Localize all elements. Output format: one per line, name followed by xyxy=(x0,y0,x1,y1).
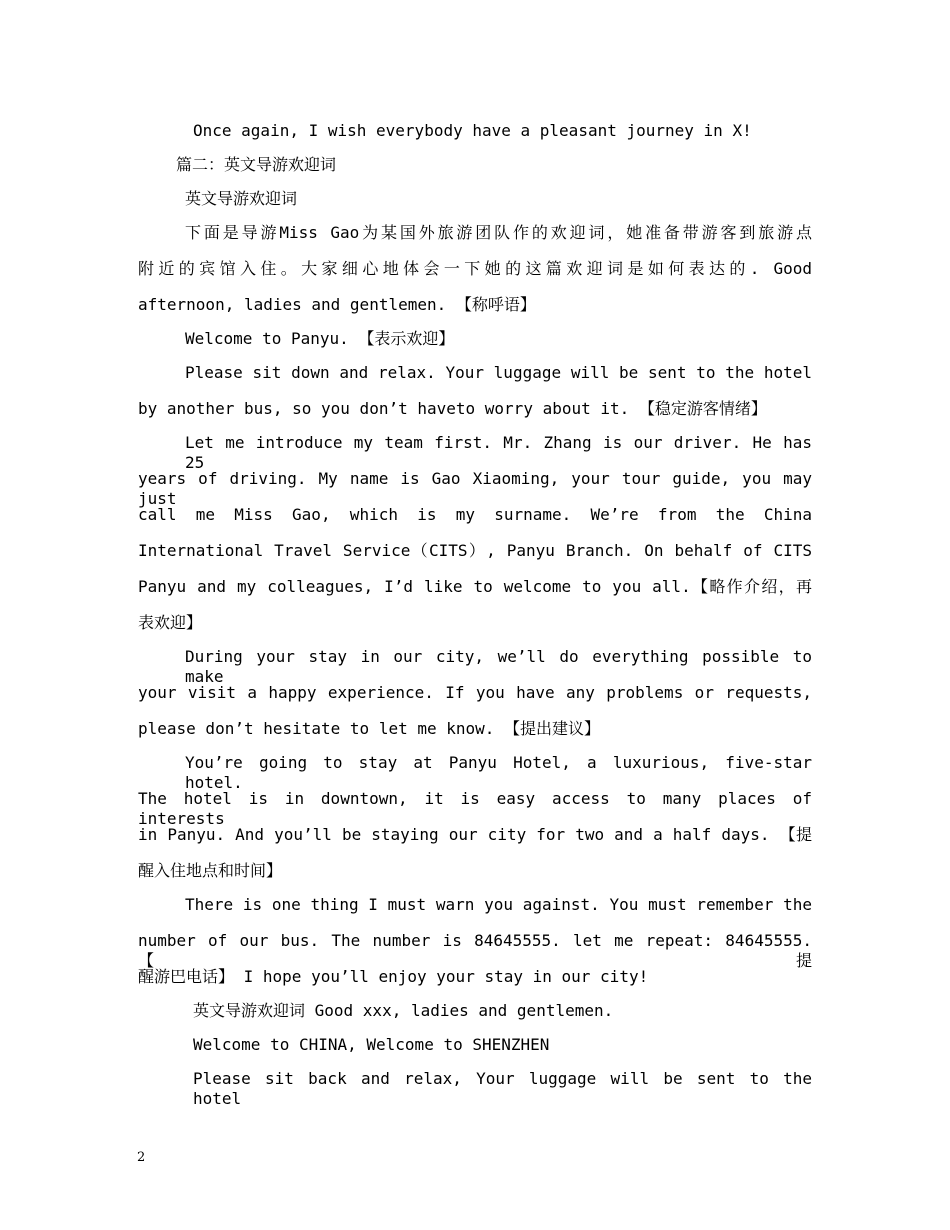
text-line: The hotel is in downtown, it is easy access to many places of interests xyxy=(138,789,812,828)
text-line: Let me introduce my team first. Mr. Zhang is our driver. He has 25 xyxy=(185,433,812,472)
text-line: your visit a happy experience. If you have any problems or requests, xyxy=(138,683,812,702)
text-line: Once again, I wish everybody have a pleasant journey in X! xyxy=(193,121,752,140)
text-line: There is one thing I must warn you against. You must remember the xyxy=(185,895,812,914)
text-line: Please sit back and relax, Your luggage will be sent to the hotel xyxy=(193,1069,812,1108)
page-number: 2 xyxy=(137,1150,146,1165)
section-heading: 篇二：英文导游欢迎词 xyxy=(176,155,337,174)
text-line: During your stay in our city, we’ll do everything possible to make xyxy=(185,647,812,686)
text-line: You’re going to stay at Panyu Hotel, a luxurious, five-star hotel. xyxy=(185,753,812,792)
text-line: 醒游巴电话】 I hope you’ll enjoy your stay in our city! xyxy=(138,967,649,986)
text-line: Welcome to Panyu. 【表示欢迎】 xyxy=(185,329,455,348)
text-line: International Travel Service（CITS）, Panyu Branch. On behalf of CITS xyxy=(138,541,812,560)
text-line: by another bus, so you don’t haveto worry about it. 【稳定游客情绪】 xyxy=(138,399,767,418)
text-line: years of driving. My name is Gao Xiaoming, your tour guide, you may just xyxy=(138,469,812,508)
text-line: Panyu and my colleagues, I’d like to welcome to you all.【略作介绍，再 xyxy=(138,577,812,596)
text-line: 英文导游欢迎词 Good xxx, ladies and gentlemen. xyxy=(193,1001,614,1020)
text-line: 下面是导游Miss Gao为某国外旅游团队作的欢迎词，她准备带游客到旅游点 xyxy=(185,223,812,242)
text-line: 醒入住地点和时间】 xyxy=(138,861,283,880)
text-line: number of our bus. The number is 84645555. let me repeat: 84645555. 【提 xyxy=(138,931,812,970)
text-line: afternoon, ladies and gentlemen. 【称呼语】 xyxy=(138,295,536,314)
text-line: please don’t hesitate to let me know. 【提出建议】 xyxy=(138,719,601,738)
subheading: 英文导游欢迎词 xyxy=(185,189,298,208)
text-line: 表欢迎】 xyxy=(138,613,203,632)
text-line: 附近的宾馆入住。大家细心地体会一下她的这篇欢迎词是如何表达的. Good xyxy=(138,259,812,278)
text-line: Welcome to CHINA, Welcome to SHENZHEN xyxy=(193,1035,550,1054)
text-line: in Panyu. And you’ll be staying our city for two and a half days. 【提 xyxy=(138,825,812,844)
text-line: call me Miss Gao, which is my surname. We’re from the China xyxy=(138,505,812,524)
text-line: Please sit down and relax. Your luggage will be sent to the hotel xyxy=(185,363,812,382)
